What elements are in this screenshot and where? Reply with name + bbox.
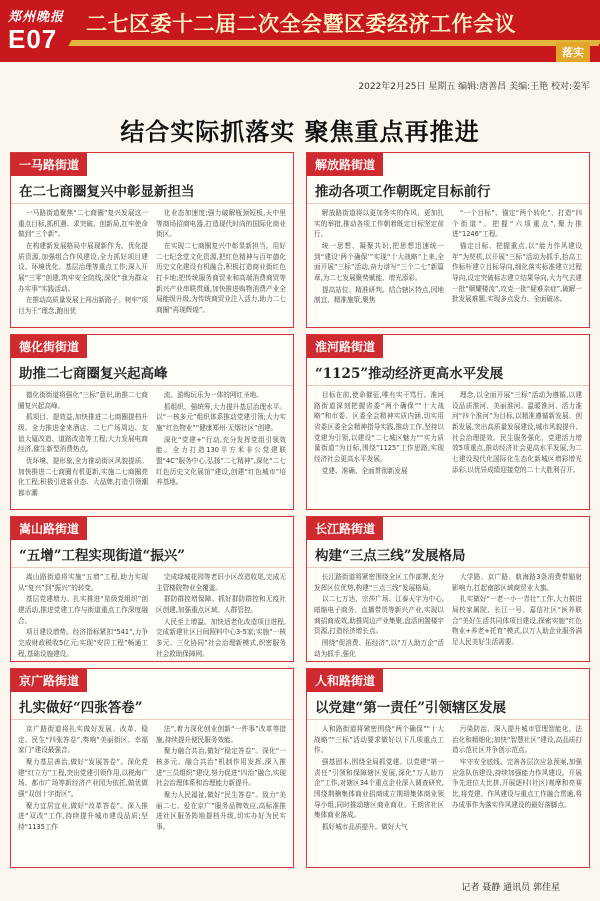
article-column-left [314,572,444,662]
article-body [307,720,589,868]
street-label: 京广路街道 [11,669,87,692]
banner-stripe [68,40,600,46]
article-card [10,334,294,510]
paragraph: 牢守安全底线。完善各层次应急预案,加强应急队伍建设,持续加强能力作风建设。开展争先进位大比拼,开展逐村(社区)观摩和亮赛比,将党建、作风建设与重点工作融合贯通,将办成事作为落实作风建设的最好落脚点。 [452,758,582,809]
paragraph: 强基固本,围绕全局抓党建。以党建“第一责任”引领和保障辖区发展,深化“万人助万企”工作,对辖区34个重点企业深入调查研究,围绕荆楠集体商业招商成立荆胡集体商业领导小组,同时推动辖区商业商业、王朗省社区集体商业落成。 [314,758,444,820]
paragraph: 以二七万达、宗莎广场、江泰天宇为中心,暗缩电子商务、直播带货等新兴产业,实现以商招商成效,助推周边产业集聚,盘活闲置楼宇资源,打造经济增长点。 [314,595,444,636]
street-label: 淮河路街道 [307,335,383,358]
paragraph: 优环境、提形象,全力推动街区风貌提质。加快推进二七商圈有机更新,实施二七商圈亮化工程;积极引进新业态、大品牌,打造引领潮都市潮 [18,457,148,498]
street-label: 解放路街道 [307,153,383,176]
article-column-left [18,572,148,662]
paragraph: 理念,以全面开展“三标”活动为遵循,以建设品质淮河、美丽淮河、温暖淮河、活力淮河“四个淮河”为目标,以精准遵循新发展、创新发展,突出高质量发展建设,城市风貌提升、社会治理提效、民生服务强化、党建活力增效5项重点,推动经济社会更高水平发展,为二七建设现代化国际化生态化新城区增彩增光添彩,以优异成绩迎接党的二十大胜利召开。 [452,391,582,474]
article-card [10,668,294,868]
article-body [11,720,293,868]
paragraph: 污染防治、深入提升城市管理智能化、法治化和精细化;加快“智慧社区”建设,高品质打造示范社区并争创示范点。 [452,725,582,755]
paragraph: 长江路街道将紧密围绕全区工作部署,充分发挥区位优势,构建“三点三线”发展格局。 [314,573,444,592]
article-card [306,152,590,328]
paragraph: 提高站位、精准研判。结合辖区特点,因地制宜、精准施策,聚焦 [314,285,444,305]
article-column-left [314,390,444,510]
article-title: “五增”工程实现街道“振兴” [11,540,293,568]
paragraph: 聚力宜居宜业,做好“改革答卷”。深入推进“双改”工作,持续提升城市建设品质;坚持“1135工作 [18,801,148,832]
article-column-right [452,572,582,662]
article-body [307,386,589,510]
article-body [307,568,589,662]
paragraph: 项目建设增势。经济指标紧扣“541”,力争完成财政税收5亿元;实现“安居工程”畅通工程,基础设施建设。 [18,628,148,658]
paragraph: 流、游购玩乐为一体的网红圣地。 [163,391,263,399]
paragraph: 锚定目标、把握重点,以“能力作风建设年”为契机,以开展“三标”活动为抓手,抬高工作标杆建立目标导向,细化落实标准建立过程导向,设定突破标志建立结果导向,大力气去建一批“顺耀楼流”,攻克一批“疑难杂症”,破解一批发展难题,实现多点发力、全面破冰。 [452,242,582,304]
street-label: 人和路街道 [307,669,383,692]
article-body [11,386,293,510]
paragraph: 德化街街道将强化“三标”意识,助推二七商圈复兴起高峰。 [18,391,148,410]
paragraph: 在推动高质量发展上闯出新路子。树牢“项目为王”理念,跑出优 [18,296,148,316]
paragraph: 基层党建增力。扎实推进“星级党组织”创建活动,推进党建工作与街道重点工作深度融合。 [18,595,148,625]
paragraph: 化业态加速度;强力破解瓶颈短板,天中里等商场招商电器,打造现代时尚的国际化商业街区。 [156,209,286,239]
paragraph: 人和路街道将紧密围绕“两个确保”“十大战略”“三标”活动要求做好以下几项重点工作。 [314,725,444,755]
paragraph: 聚力融合共治,做好“稳定答卷”。深化“一核多元、融合共治”机制作用发挥,深入推进“三员组织”建设,努力促进“四治”融合,实现社会治理体系和治理能力新提升。 [156,747,286,788]
article-title: 在二七商圈复兴中彰显新担当 [11,176,293,204]
street-label: 一马路街道 [11,153,87,176]
section-tag: 落实 [556,42,590,62]
paragraph: 目标在前,使命催征,唯有实干笃行。淮河路街道深刻把握省委“两个确保”“十大战略”和市委、区委全会精神实质内涵,切实用省委区委全会精神指导实践,推动工作,坚持以党建为引领,以建设“二七城区魅力”“实力质量街道”为目标,围绕“1125”工作思路,实现经济社会更高水平发展。 [314,391,444,464]
article-card [306,516,590,662]
street-label: 长江路街道 [307,517,383,540]
paragraph: 聚力人民福祉,做好“民生答卷”。致力“美丽二七、爱在京广”服务品牌效应,高标准推进社区服务阵地提档升级,切实办好为民实事。 [156,791,286,832]
paragraph: 在构建新发展格局中展现新作为。优化提质资源,加强组合作风建设,全力抓好项目建设、环境优化、基层治理等重点工作;深入开展“三零”创建,筑牢安全防线;深化“我为群众办实事”实践活动。 [18,242,148,293]
article-column-left [18,390,148,510]
paragraph: 大学路、京广路、航海路3条消费带辐射影响力,扛起南部区域商贸业大旗。 [452,573,582,592]
article-card [10,152,294,328]
paragraph: 统一思想、凝聚共识,把思想迅速统一到“建设‘两个确保’”实现“十大战略”上来,全面开展“三标”活动,奋力谱写“三个二七”新篇章,为二七发展聚势赋能、增光添彩。 [314,242,444,283]
paragraph [18,660,148,662]
article-card [10,516,294,662]
paragraph: 京广路街道将扎实做好发展、改革、稳定、民生“四张答卷”,奏响“美丽街区、幸福家门”建设最强音。 [18,725,148,755]
section-title: 二七区委十二届二次全会暨区委经济工作会议 [86,11,516,36]
article-title: 推动各项工作朝既定目标前行 [307,176,589,204]
paragraph: 党建、准确、全面贯彻新发展 [321,466,408,475]
masthead: 郑州晚报 [8,10,65,25]
article-body [11,568,293,662]
article-column-right [156,390,286,510]
paragraph: 嵩山路街道将实施“五增”工程,助力实现从“复兴”到“振兴”的转变。 [18,573,148,592]
paragraph: 围绕“促消费、拓经济”,以“万人助万企”活动为抓手,强化 [314,639,444,658]
paragraph: 深化“党建+”行动,充分发挥党组引领效能。全力打造130平方米非公党建联盟“4C”服务中心,弘扬“二七精神”,深化“二七红色历史文化展馆”建设,创建“红色城市”培养基地。 [156,435,286,487]
article-column-right [156,572,286,662]
article-column-left [18,724,148,868]
street-label: 德化街街道 [11,335,87,358]
paragraph: 法”,着力深化创业创新“一件事”改革等措施,持续提升便民服务效能。 [156,725,286,744]
issue-meta: 2022年2月25日 星期五 编辑:唐善昌 美编:王艳 校对:姜军 [358,82,590,92]
paragraph: 聚力基层善治,做好“发展答卷”。深化党建“红立方”工程,突出党建引领作用,以税海广场、都市广场等新经济产业园为依托,做优做强“双创十字街区”。 [18,758,148,799]
article-title: 以党建“第一责任”引领辖区发展 [307,692,589,720]
article-column-left [314,208,444,328]
article-column-left [314,724,444,868]
article-column-right [452,208,582,328]
paragraph: “一个目标”、锚定“两个转化”、打造“四个街道”、把握“六项重点”,聚力推进“1246”工程。 [452,209,582,239]
paragraph: 在实现二七商圈复兴中彰显新担当。用好二七纪念堂文化资源,把红色精神与百年德化历史文化建设有机融合,积极打造商业街红色打卡地;把传统服务商贸业和高端消费商贸等新兴产业串联贯通,加快推进购物消费产业全局能级升级,为传统商贸业注入活力,助力二七商圈“再现辉煌”。 [156,242,286,315]
main-headline: 结合实际抓落实 聚焦重点再推进 [120,117,480,146]
article-column-right [156,208,286,328]
article-column-right [156,724,286,868]
article-title: 构建“三点三线”发展格局 [307,540,589,568]
paragraph: 扎实做好“一老一小一青壮”工作,大力推进局校家属院、长江一号、嘉信社区“医养联合”美好生活共同体项目建设,探索实施“红色物业+养老+托育”模式,以万人助企业服务满足人民美好生活需要。 [452,595,582,647]
page-banner [0,0,600,62]
article-body [307,204,589,328]
article-body [11,204,293,328]
page-number: E07 [8,24,58,54]
paragraph: 群防群控增保障。抓好群防群控和无疫社区创建,加强重点区域、人群管控。 [156,595,286,615]
paragraph: 抓好城市品质提升。做好大气 [321,823,408,832]
paragraph: 抓项目、提效益,加快推进二七商圈提档升级。全力推进金来酒店、二七广场周边、友谊大厦改造、道路改造等工程;大力发展电商经济,催生新型消费热点。 [18,413,148,454]
article-column-right [452,390,582,510]
street-label: 嵩山路街道 [11,517,87,540]
paragraph: 一马路街道聚焦“二七商圈”复兴发展这一重点目标,抓机遇、求突破、创新局,扛牢使命做到“三个新”。 [18,209,148,239]
article-title: “1125”推动经济更高水平发展 [307,358,589,386]
byline: 记者 聂静 通讯员 郭佳星 [461,883,560,893]
paragraph: 抓组织、强统筹,大力提升基层治理水平。以“一核多元”组织体系推动党建引领;大力实施“红色物业”“健康郑州·无烟社区”创建。 [156,402,286,433]
article-column-left [18,208,148,328]
paragraph: 解放路街道将以更加务实的作风、更加扎实的举措,推动各项工作朝着既定目标坚定前行。 [314,209,444,239]
article-card [306,334,590,510]
article-column-right [452,724,582,868]
paragraph: 完成绿城花园等老旧小区改造收尾,完成无主管楼院物业全覆盖。 [156,573,286,592]
article-title: 助推二七商圈复兴起高峰 [11,358,293,386]
article-title: 扎实做好“四张答卷” [11,692,293,720]
paragraph: 人民至上增温。加快适老化改造项目进程,完成新建社区日间照料中心3-5家;实施“一核多元、三化协同”社会治理新模式,织密服务社会救助保障网。 [156,617,286,658]
article-card [306,668,590,868]
